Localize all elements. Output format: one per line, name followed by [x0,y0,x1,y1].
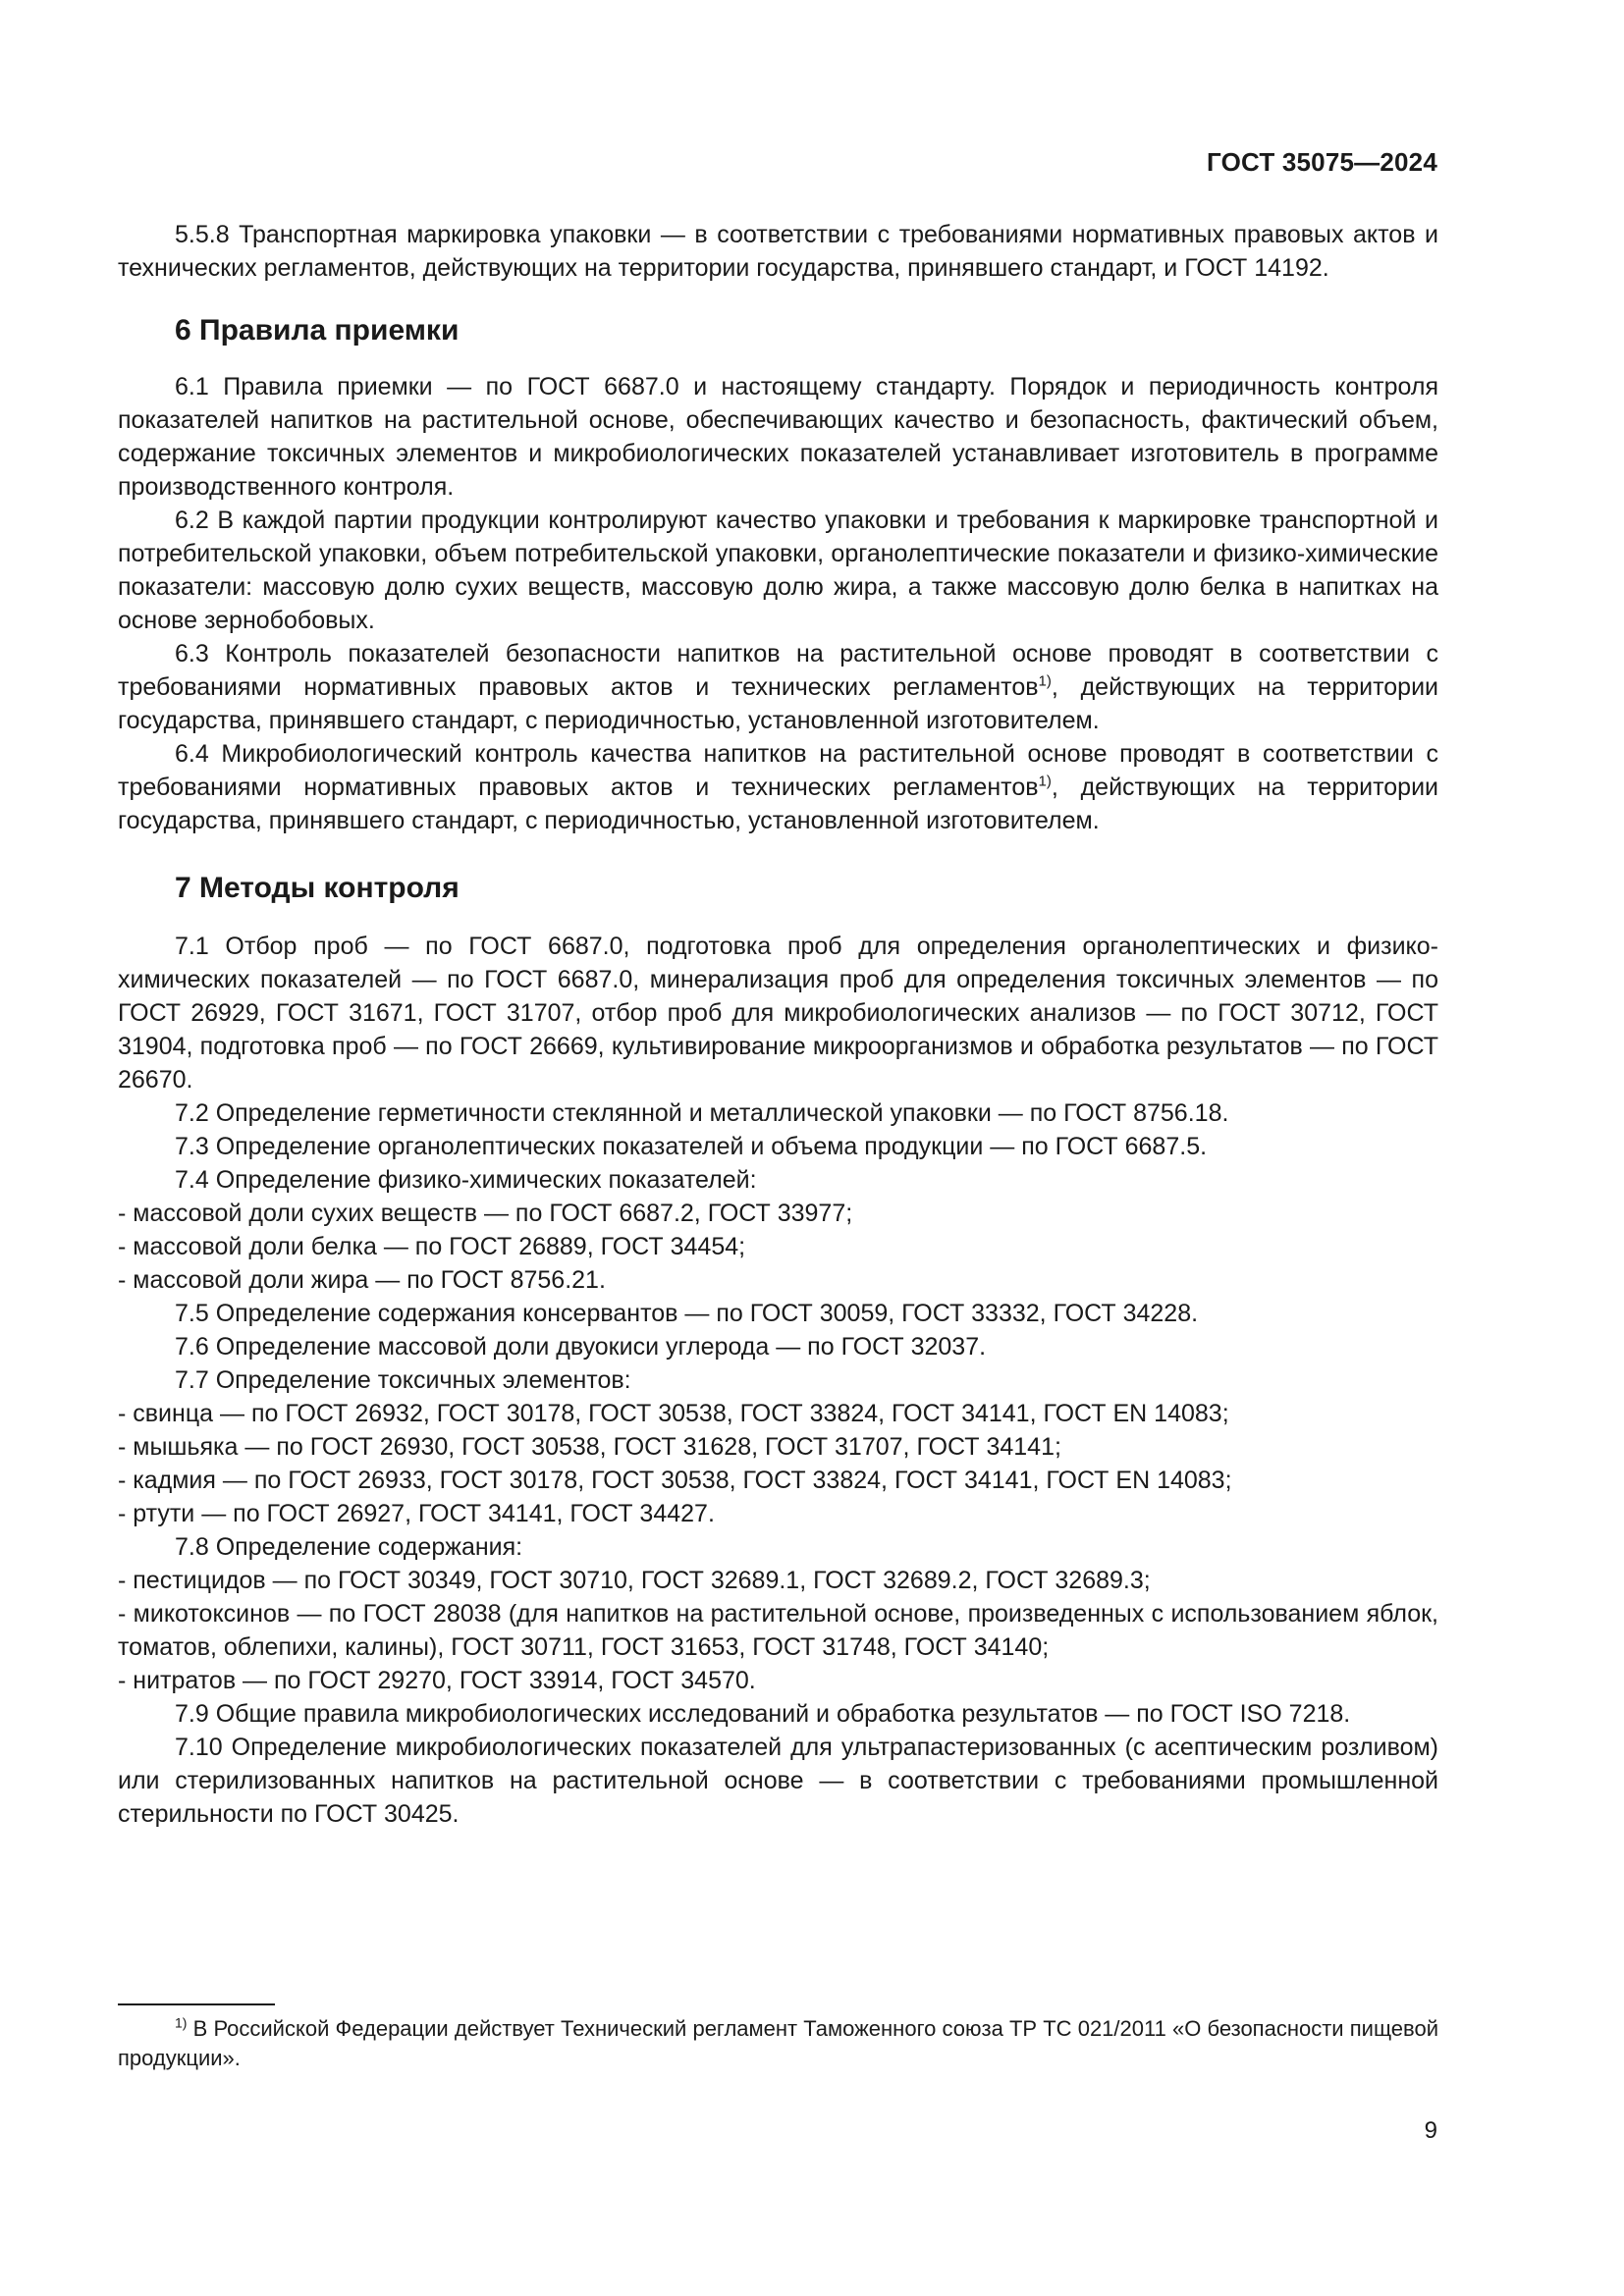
paragraph-7-3: 7.3 Определение органолептических показателей и объема продукции — по ГОСТ 6687.5. [175,1133,1208,1160]
footnote-divider [118,2003,275,2005]
list-item: - кадмия — по ГОСТ 26933, ГОСТ 30178, ГОСТ 30538, ГОСТ 33824, ГОСТ 34141, ГОСТ EN 14083; [118,1467,1232,1494]
paragraph-7-7: 7.7 Определение токсичных элементов: [175,1366,631,1394]
paragraph-7-6: 7.6 Определение массовой доли двуокиси углерода — по ГОСТ 32037. [175,1333,987,1361]
paragraph-6-4 [118,737,1438,837]
paragraph-6-2: 6.2 В каждой партии продукции контролируют качество упаковки и требования к маркировке транспортной и потребительской упаковки, объем потребительской упаковки, органолептические показатели и физико-химические показатели: массовую долю сухих веществ, массовую долю жира, а также массовую долю белка в напитках на основе зернобобовых. [118,507,1438,634]
list-item: - нитратов — по ГОСТ 29270, ГОСТ 33914, ГОСТ 34570. [118,1667,756,1694]
paragraph-6-1: 6.1 Правила приемки — по ГОСТ 6687.0 и настоящему стандарту. Порядок и периодичность контроля показателей напитков на растительной основе, обеспечивающих качество и безопасность, фактический объем, содержание токсичных элементов и микробиологических показателей устанавливает изготовитель в программе производственного контроля. [118,373,1438,501]
page-content [118,218,1438,1831]
list-item: - массовой доли жира — по ГОСТ 8756.21. [118,1266,606,1294]
footnote-mark: 1) [175,2014,188,2031]
list-item: - мышьяка — по ГОСТ 26930, ГОСТ 30538, ГОСТ 31628, ГОСТ 31707, ГОСТ 34141; [118,1433,1061,1461]
paragraph-7-4: 7.4 Определение физико-химических показателей: [175,1166,757,1194]
paragraph-7-8: 7.8 Определение содержания: [175,1533,523,1561]
paragraph-7-10: 7.10 Определение микробиологических показателей для ультрапастеризованных (с асептическим розливом) или стерилизованных напитков на растительной основе — в соответствии с требованиями промышленной стерильности по ГОСТ 30425. [118,1734,1438,1828]
paragraph-5-5-8: 5.5.8 Транспортная маркировка упаковки — в соответствии с требованиями нормативных правовых актов и технических регламентов, действующих на территории государства, принявшего стандарт, и ГОСТ 14192. [118,221,1438,282]
footnote-ref[interactable]: 1) [1038,672,1052,690]
paragraph-7-2: 7.2 Определение герметичности стеклянной и металлической упаковки — по ГОСТ 8756.18. [175,1099,1229,1127]
paragraph-7-1: 7.1 Отбор проб — по ГОСТ 6687.0, подготовка проб для определения органолептических и физико-химических показателей — по ГОСТ 6687.0, минерализация проб для определения токсичных элементов — по ГОСТ 26929, ГОСТ 31671, ГОСТ 31707, отбор проб для микробиологических анализов — по ГОСТ 30712, ГОСТ 31904, подготовка проб — по ГОСТ 26669, культивирование микроорганизмов и обработка результатов — по ГОСТ 26670. [118,933,1438,1094]
paragraph-6-4-text-a: 6.4 Микробиологический контроль качества напитков на растительной основе проводят в соответствии с требованиями нормативных правовых актов и технических регламентов [118,740,1438,801]
list-item: - свинца — по ГОСТ 26932, ГОСТ 30178, ГОСТ 30538, ГОСТ 33824, ГОСТ 34141, ГОСТ EN 14083; [118,1400,1229,1427]
section-7-heading: 7 Методы контроля [175,872,460,904]
footnote [118,2014,1438,2073]
list-item: - микотоксинов — по ГОСТ 28038 (для напитков на растительной основе, произведенных с использованием яблок, томатов, облепихи, калины), ГОСТ 30711, ГОСТ 31653, ГОСТ 31748, ГОСТ 34140; [118,1600,1438,1661]
standard-code: ГОСТ 35075—2024 [1207,147,1437,177]
page-number: 9 [1424,2117,1437,2144]
list-item: - пестицидов — по ГОСТ 30349, ГОСТ 30710, ГОСТ 32689.1, ГОСТ 32689.2, ГОСТ 32689.3; [118,1567,1151,1594]
footnote-text: В Российской Федерации действует Технический регламент Таможенного союза ТР ТС 021/2011 «О безопасности пищевой продукции». [118,2016,1438,2070]
paragraph-7-9: 7.9 Общие правила микробиологических исследований и обработка результатов — по ГОСТ ISO 7218. [175,1700,1351,1728]
paragraph-6-3 [118,637,1438,737]
paragraph-6-3-text-a: 6.3 Контроль показателей безопасности напитков на растительной основе проводят в соответствии с требованиями нормативных правовых актов и технических регламентов [118,640,1438,701]
list-item: - массовой доли сухих веществ — по ГОСТ 6687.2, ГОСТ 33977; [118,1200,853,1227]
paragraph-6-4-text-b: , действующих на территории государства, принявшего стандарт, с периодичностью, установленной изготовителем. [118,774,1439,834]
paragraph-6-3-text-b: , действующих на территории государства, принявшего стандарт, с периодичностью, установленной изготовителем. [118,673,1439,734]
footnote-ref[interactable]: 1) [1038,773,1052,790]
list-item: - ртути — по ГОСТ 26927, ГОСТ 34141, ГОСТ 34427. [118,1500,715,1527]
section-6-heading: 6 Правила приемки [175,314,460,347]
paragraph-7-5: 7.5 Определение содержания консервантов — по ГОСТ 30059, ГОСТ 33332, ГОСТ 34228. [175,1300,1199,1327]
list-item: - массовой доли белка — по ГОСТ 26889, ГОСТ 34454; [118,1233,746,1260]
